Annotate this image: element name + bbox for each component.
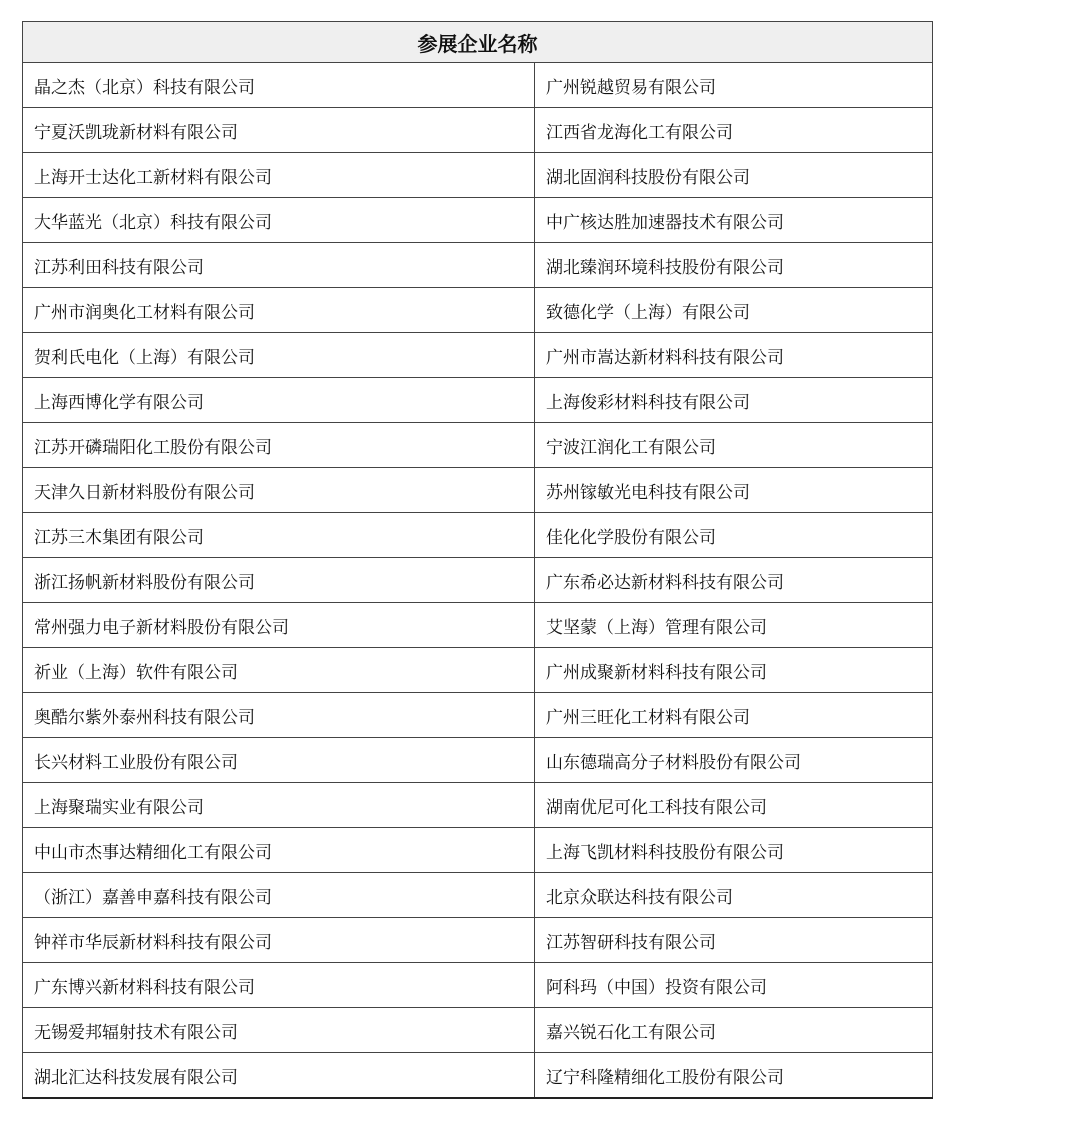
table-row [23,468,933,513]
company-name-left: （浙江）嘉善申嘉科技有限公司 [23,873,535,918]
table-row [23,288,933,333]
company-name-left: 浙江扬帆新材料股份有限公司 [23,558,535,603]
company-name-right: 艾坚蒙（上海）管理有限公司 [535,603,933,648]
company-name-right: 宁波江润化工有限公司 [535,423,933,468]
company-name-left: 祈业（上海）软件有限公司 [23,648,535,693]
company-name-right: 佳化化学股份有限公司 [535,513,933,558]
company-name-left: 江苏三木集团有限公司 [23,513,535,558]
table-row [23,558,933,603]
table-row [23,1053,933,1099]
company-name-left: 晶之杰（北京）科技有限公司 [23,63,535,108]
table-row [23,513,933,558]
table-row [23,603,933,648]
table-header: 参展企业名称 [23,22,933,63]
table-row [23,783,933,828]
company-name-left: 钟祥市华辰新材料科技有限公司 [23,918,535,963]
company-name-right: 上海飞凯材料科技股份有限公司 [535,828,933,873]
company-name-right: 广州锐越贸易有限公司 [535,63,933,108]
company-name-left: 江苏利田科技有限公司 [23,243,535,288]
company-name-right: 广东希必达新材料科技有限公司 [535,558,933,603]
company-name-left: 广东博兴新材料科技有限公司 [23,963,535,1008]
company-name-left: 上海西博化学有限公司 [23,378,535,423]
company-name-right: 苏州镓敏光电科技有限公司 [535,468,933,513]
table-row [23,1008,933,1053]
company-name-right: 湖北固润科技股份有限公司 [535,153,933,198]
company-name-left: 宁夏沃凯珑新材料有限公司 [23,108,535,153]
company-name-right: 山东德瑞高分子材料股份有限公司 [535,738,933,783]
company-name-left: 长兴材料工业股份有限公司 [23,738,535,783]
company-name-left: 广州市润奥化工材料有限公司 [23,288,535,333]
company-name-left: 天津久日新材料股份有限公司 [23,468,535,513]
table-row [23,918,933,963]
table-row [23,963,933,1008]
table-row [23,828,933,873]
company-name-right: 上海俊彩材料科技有限公司 [535,378,933,423]
company-name-right: 辽宁科隆精细化工股份有限公司 [535,1053,933,1099]
company-name-right: 致德化学（上海）有限公司 [535,288,933,333]
company-name-left: 江苏开磷瑞阳化工股份有限公司 [23,423,535,468]
company-name-right: 中广核达胜加速器技术有限公司 [535,198,933,243]
company-name-right: 江苏智研科技有限公司 [535,918,933,963]
company-name-left: 大华蓝光（北京）科技有限公司 [23,198,535,243]
table-header-row [23,22,933,63]
company-name-left: 上海聚瑞实业有限公司 [23,783,535,828]
company-name-right: 广州市嵩达新材料科技有限公司 [535,333,933,378]
company-name-right: 北京众联达科技有限公司 [535,873,933,918]
company-name-left: 上海开士达化工新材料有限公司 [23,153,535,198]
table-row [23,648,933,693]
company-name-left: 无锡爱邦辐射技术有限公司 [23,1008,535,1053]
exhibitor-table [22,21,933,1099]
table-row [23,423,933,468]
company-name-right: 湖北臻润环境科技股份有限公司 [535,243,933,288]
table-row [23,108,933,153]
table-row [23,198,933,243]
table-row [23,873,933,918]
company-name-right: 阿科玛（中国）投资有限公司 [535,963,933,1008]
company-name-left: 奥酷尔紫外泰州科技有限公司 [23,693,535,738]
exhibitor-table-container [22,21,932,1099]
company-name-right: 湖南优尼可化工科技有限公司 [535,783,933,828]
table-row [23,63,933,108]
company-name-right: 江西省龙海化工有限公司 [535,108,933,153]
table-row [23,153,933,198]
company-name-right: 广州成聚新材料科技有限公司 [535,648,933,693]
company-name-left: 中山市杰事达精细化工有限公司 [23,828,535,873]
company-name-left: 常州强力电子新材料股份有限公司 [23,603,535,648]
company-name-left: 贺利氏电化（上海）有限公司 [23,333,535,378]
table-row [23,738,933,783]
table-row [23,333,933,378]
company-name-right: 嘉兴锐石化工有限公司 [535,1008,933,1053]
table-row [23,378,933,423]
table-row [23,243,933,288]
table-row [23,693,933,738]
company-name-right: 广州三旺化工材料有限公司 [535,693,933,738]
company-name-left: 湖北汇达科技发展有限公司 [23,1053,535,1099]
